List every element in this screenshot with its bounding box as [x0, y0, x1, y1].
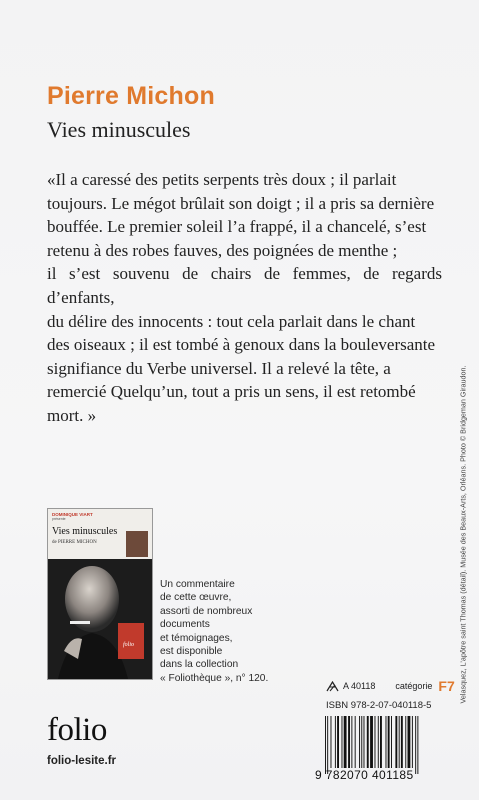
back-cover-quote [47, 168, 442, 428]
quote-line: «Il a caressé des petits serpents très doux ; il parlait [47, 170, 397, 189]
quote-line: mort. » [47, 405, 97, 425]
folio-logo: folio [47, 712, 107, 748]
quote-line: remercié Quelqu’un, tout a pris un sens, il est retombé [47, 382, 416, 402]
isbn-number: ISBN 978-2-07-040118-5 [326, 700, 432, 711]
quote-line: il s’est souvenu de chairs de femmes, de regards d’enfants, [47, 264, 442, 307]
barcode-digits: 9 782070 401185 [315, 768, 414, 782]
mini-cover-subtitle: présente [52, 517, 66, 521]
barcode-bar [391, 716, 392, 768]
quote-line: des oiseaux ; il est tombé à genoux dans la bouleversante [47, 335, 436, 355]
barcode-bar [386, 716, 387, 768]
quote-line: toujours. Le mégot brûlait son doigt ; il a pris sa dernière [47, 193, 435, 213]
publisher-mark-icon [326, 681, 339, 692]
barcode-bar [337, 716, 339, 768]
barcode-bar [417, 716, 418, 774]
commentary-note [160, 578, 290, 685]
publisher-website: folio-lesite.fr [47, 755, 117, 767]
mini-cover-byline: de PIERRE MICHON [52, 540, 97, 545]
barcode-bar [359, 716, 360, 768]
image-credit-text: Velasquez, L’apôtre saint Thomas (détail). Musée des Beaux-Arts, Orléans. Photo © Bridgeman Giraudon. [458, 365, 467, 704]
author-name: Pierre Michon [47, 82, 215, 110]
barcode-bar [351, 716, 352, 768]
commentary-line: Un commentaire [160, 579, 235, 590]
barcode-bar [331, 716, 332, 768]
barcode-bar [395, 716, 397, 768]
mini-cover-inset-image [126, 531, 148, 557]
barcode-bar [401, 716, 403, 768]
barcode-bar [355, 716, 356, 768]
barcode-bar [408, 716, 411, 768]
barcode-bar [380, 716, 382, 768]
barcode-bar [399, 716, 400, 768]
barcode-bar [405, 716, 406, 768]
catalog-code: A 40118 [343, 681, 376, 691]
barcode-bar [412, 716, 413, 768]
mini-cover-author: DOMINIQUE VIART [52, 512, 93, 517]
barcode-bar [367, 716, 369, 768]
commentary-line: est disponible [160, 646, 223, 658]
mini-cover-folio-logo: folio [123, 642, 135, 648]
commentary-line: « Foliothèque », n° 120. [160, 672, 269, 684]
barcode-bar [415, 716, 416, 774]
barcode-bar [361, 716, 362, 768]
barcode-bar [335, 716, 336, 768]
quote-line: bouffée. Le premier soleil l’a frappé, il a chancelé, s’est [47, 217, 427, 237]
barcode-bar [327, 716, 328, 774]
isbn-barcode [315, 714, 455, 794]
author-portrait-photo [48, 559, 152, 679]
category-label: catégorie [395, 681, 433, 691]
commentary-line: assorti de nombreux [160, 605, 253, 617]
barcode-bar [375, 716, 376, 768]
mini-cover-red-block [118, 623, 144, 659]
barcode-bar [348, 716, 350, 768]
quote-line: retenu à des robes fauves, des poignées de menthe ; [47, 240, 398, 260]
barcode-bar [370, 716, 373, 768]
mini-cover-title: Vies minuscules [52, 526, 118, 537]
commentary-line: dans la collection [160, 659, 239, 671]
barcode-bar [342, 716, 343, 768]
barcode-bar [325, 716, 326, 774]
barcode-bar [388, 716, 390, 768]
commentary-line: et témoignages, [160, 632, 233, 644]
barcode-bar [364, 716, 365, 768]
commentary-line: de cette œuvre, [160, 592, 232, 604]
quote-line: signifiance du Verbe universel. Il a relevé la tête, a [47, 358, 391, 378]
category-value: F7 [438, 678, 455, 694]
barcode-bar [344, 716, 347, 768]
catalog-code-row [326, 678, 455, 694]
quote-line: du délire des innocents : tout cela parlait dans le chant [47, 311, 416, 331]
book-title: Vies minuscules [47, 117, 191, 142]
barcode-bar [378, 716, 379, 768]
commentary-line: documents [160, 619, 210, 631]
foliotheque-cover-thumbnail [48, 509, 152, 679]
image-credit [455, 312, 470, 757]
